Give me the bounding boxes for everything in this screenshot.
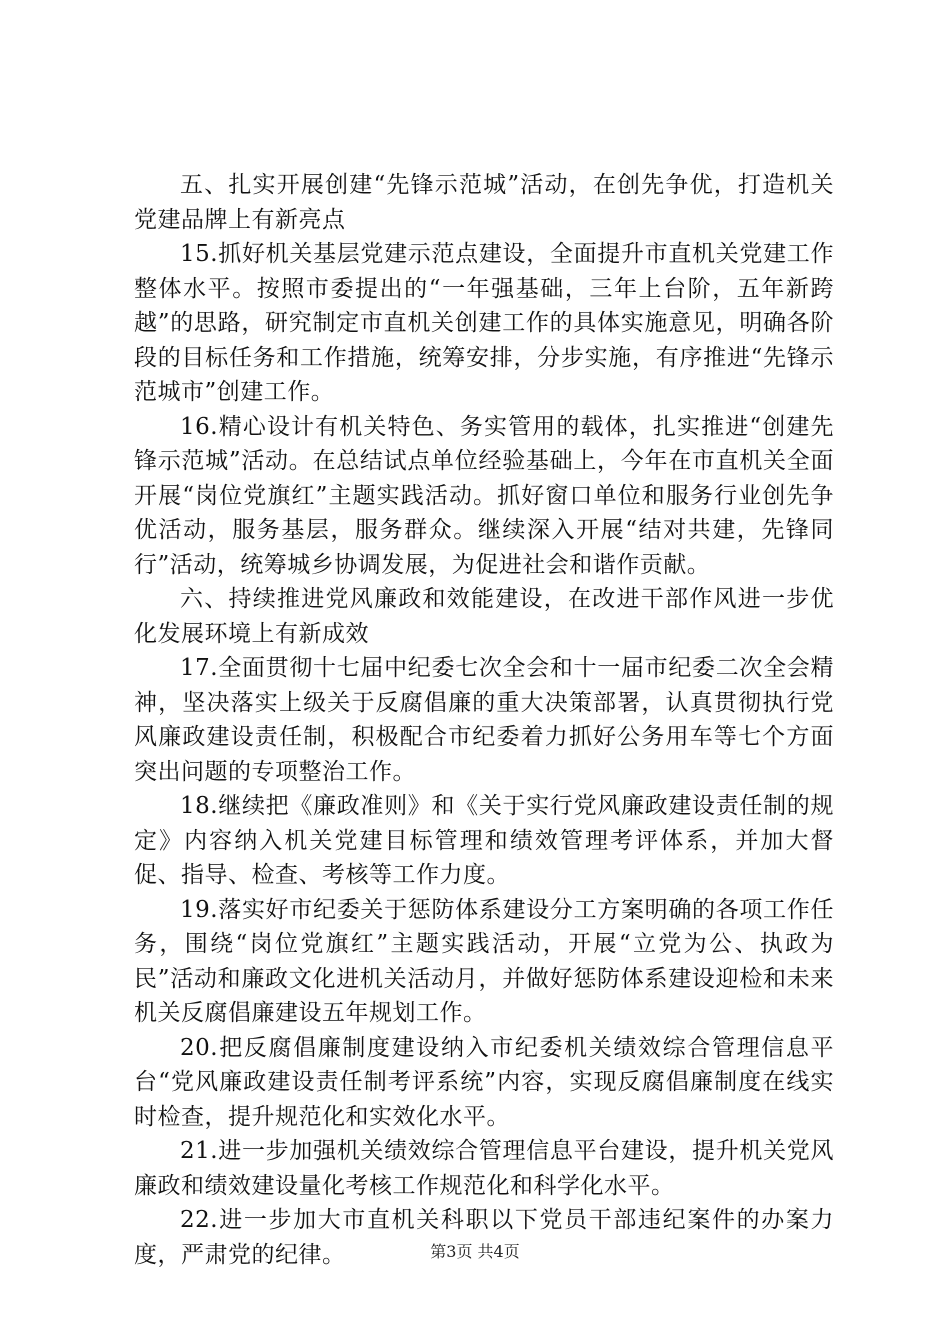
paragraph-16: 16.精心设计有机关特色、务实管用的载体，扎实推进“创建先锋示范城”活动。在总结试点单位经验基础上，今年在市直机关全面开展“岗位党旗红”主题实践活动。抓好窗口单位和服务行业创先争优活动，服务基层，服务群众。继续深入开展“结对共建，先锋同行”活动，统筹城乡协调发展，为促进社会和谐作贡献。 [134,413,834,578]
paragraph-21: 21.进一步加强机关绩效综合管理信息平台建设，提升机关党风廉政和绩效建设量化考核工作规范化和科学化水平。 [134,1138,834,1199]
paragraph-19: 19.落实好市纪委关于惩防体系建设分工方案明确的各项工作任务，围绕“岗位党旗红”主题实践活动，开展“立党为公、执政为民”活动和廉政文化进机关活动月，并做好惩防体系建设迎检和未来机关反腐倡廉建设五年规划工作。 [134,896,834,1026]
document-body [134,168,834,1272]
paragraph-18: 18.继续把《廉政准则》和《关于实行党风廉政建设责任制的规定》内容纳入机关党建目标管理和绩效管理考评体系，并加大督促、指导、检查、考核等工作力度。 [134,793,834,888]
page-number-footer: 第3页 共4页 [430,1242,520,1261]
section-heading-6: 六、持续推进党风廉政和效能建设，在改进干部作风进一步优化发展环境上有新成效 [134,586,834,647]
section-heading-5: 五、扎实开展创建“先锋示范城”活动，在创先争优，打造机关党建品牌上有新亮点 [134,172,834,233]
paragraph-17: 17.全面贯彻十七届中纪委七次全会和十一届市纪委二次全会精神，坚决落实上级关于反腐倡廉的重大决策部署，认真贯彻执行党风廉政建设责任制，积极配合市纪委着力抓好公务用车等七个方面突出问题的专项整治工作。 [134,655,834,785]
paragraph-15: 15.抓好机关基层党建示范点建设，全面提升市直机关党建工作整体水平。按照市委提出的“一年强基础，三年上台阶，五年新跨越”的思路，研究制定市直机关创建工作的具体实施意见，明确各阶段的目标任务和工作措施，统筹安排，分步实施，有序推进“先锋示范城市”创建工作。 [134,241,834,405]
paragraph-22: 22.进一步加大市直机关科职以下党员干部违纪案件的办案力度，严肃党的纪律。 [134,1207,834,1268]
paragraph-20: 20.把反腐倡廉制度建设纳入市纪委机关绩效综合管理信息平台“党风廉政建设责任制考评系统”内容，实现反腐倡廉制度在线实时检查，提升规范化和实效化水平。 [134,1034,834,1130]
